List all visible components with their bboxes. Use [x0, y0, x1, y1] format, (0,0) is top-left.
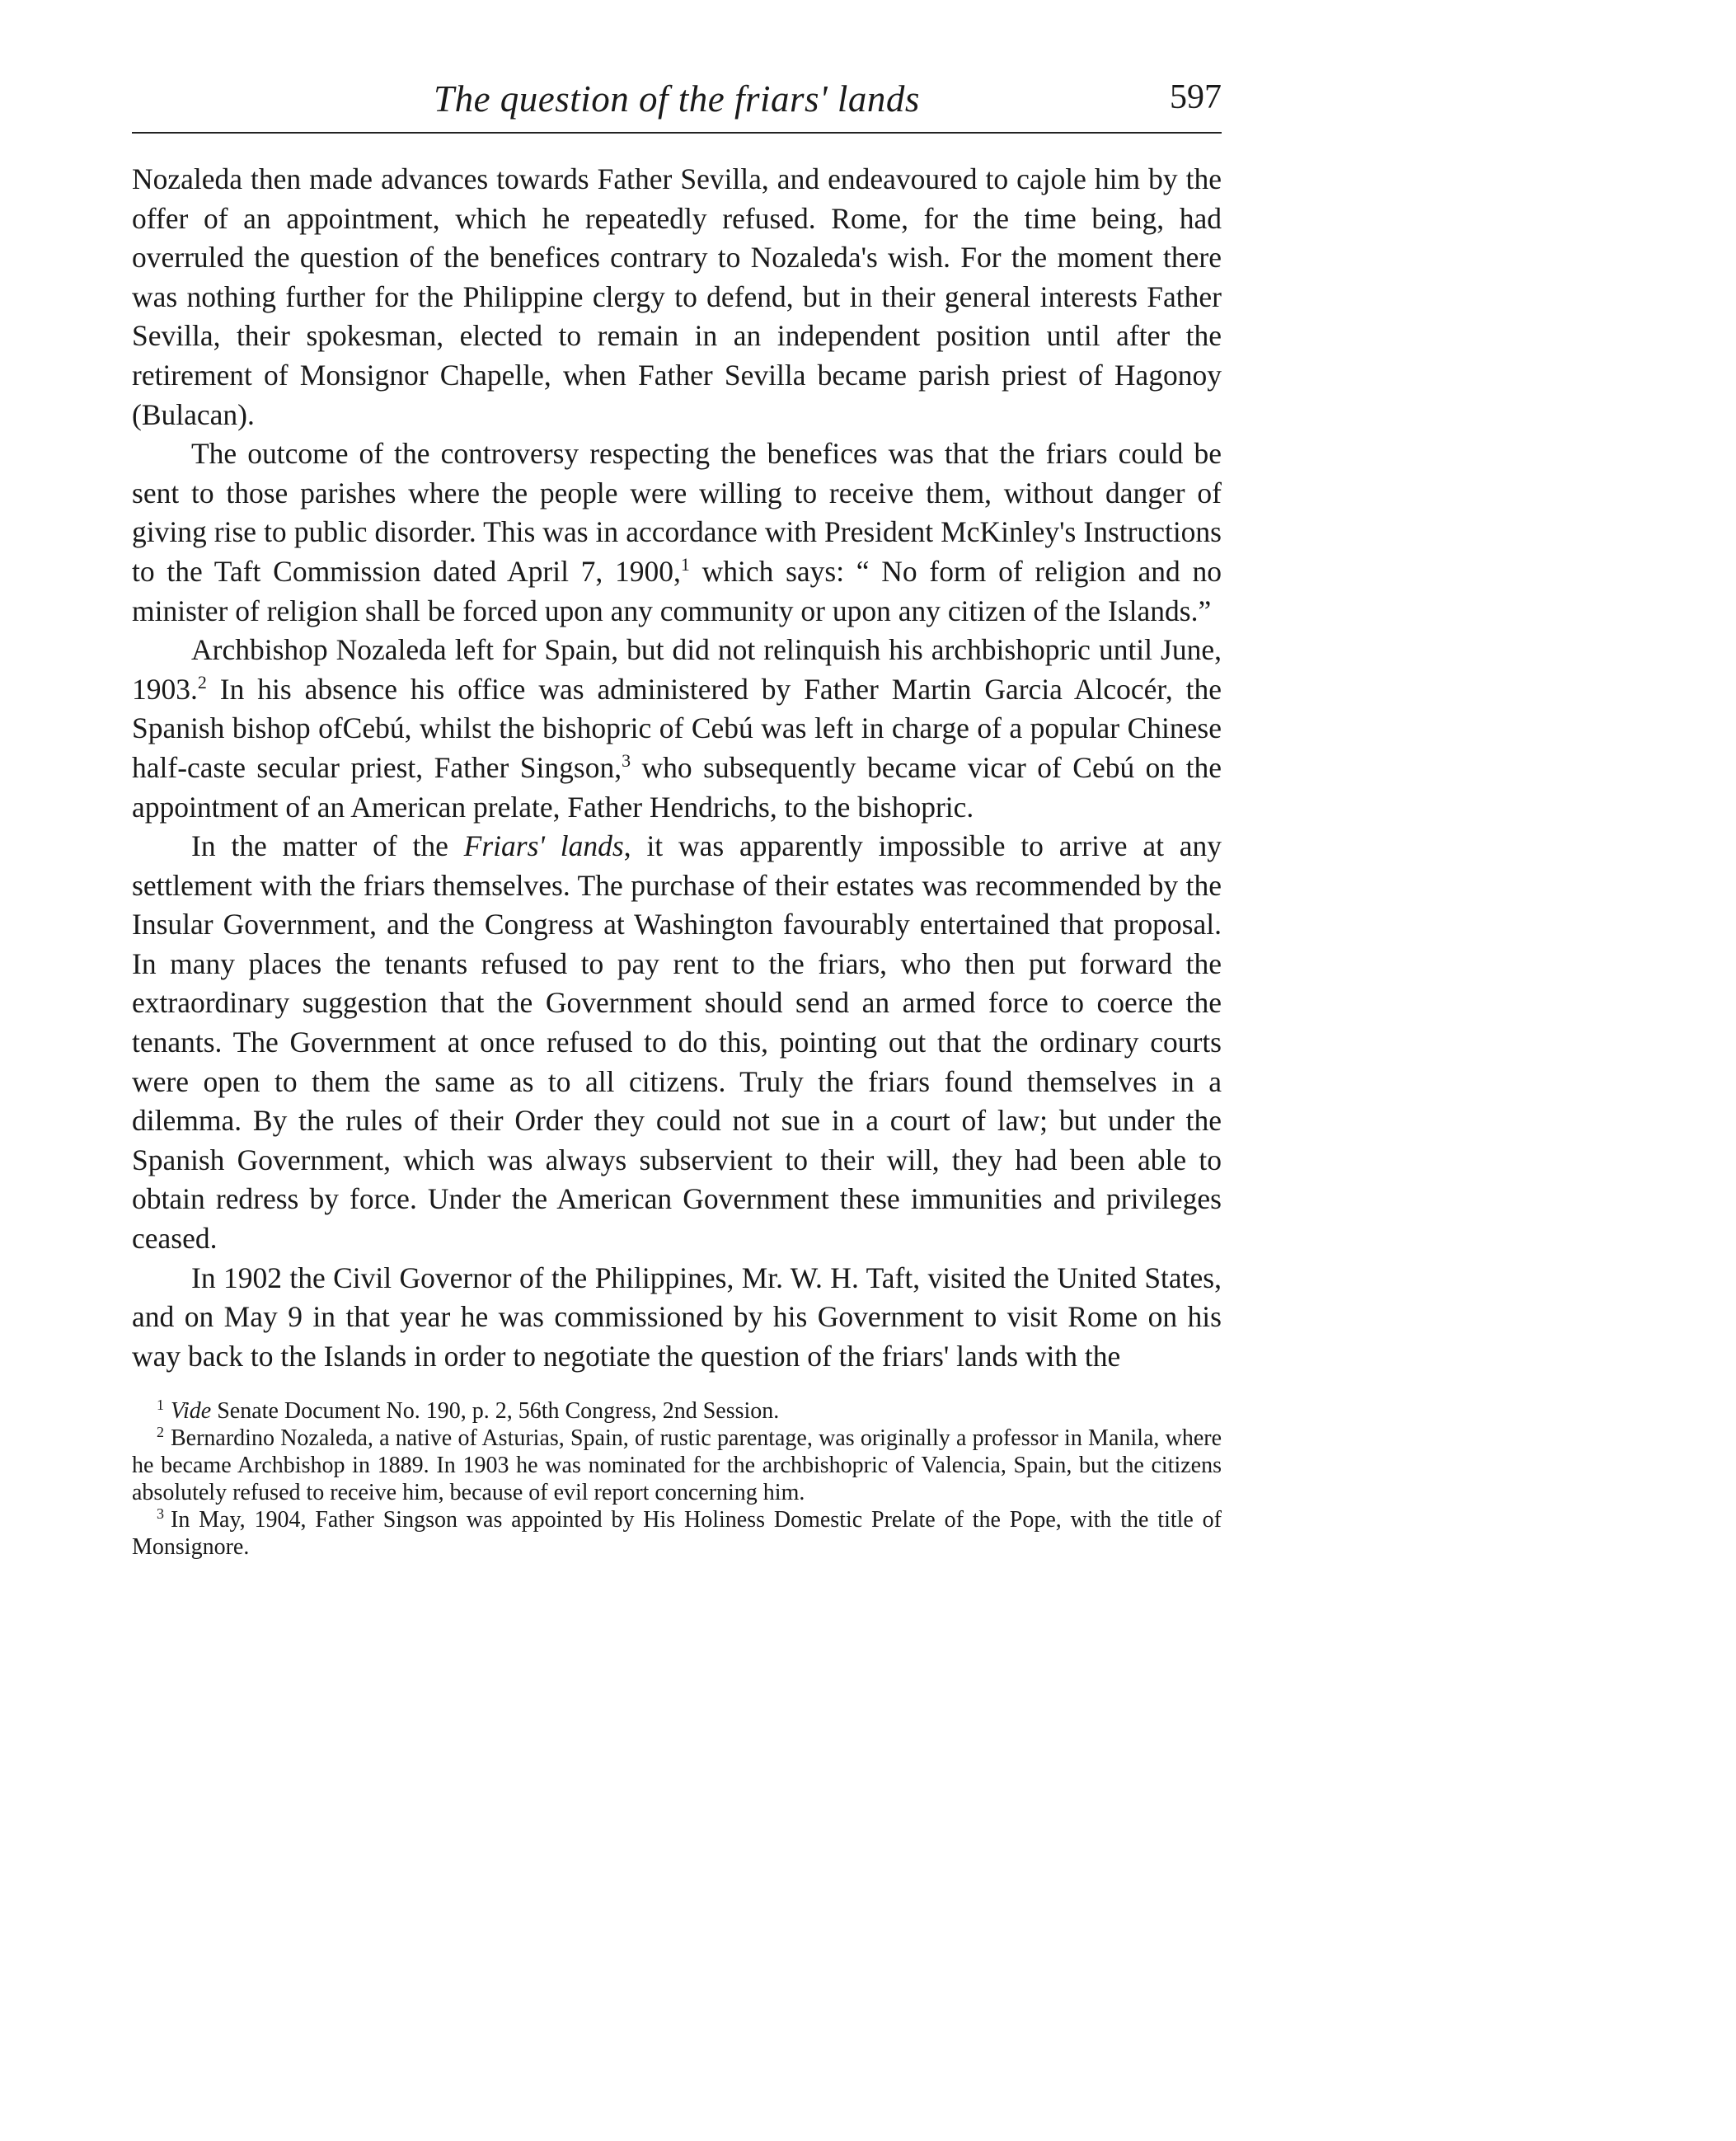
paragraph-text: In his absence his office was administered by Father Martin Garcia Alcocér, the Spanish bishop ofCebú, whilst the bishopric of Cebú was left in charge of a popular Chinese half-caste secular priest, Father Singson, — [132, 672, 1222, 784]
footnote-text: In May, 1904, Father Singson was appointed by His Holiness Domestic Prelate of the Pope, with the title of Monsignore. — [132, 1507, 1222, 1561]
footnote-number: 3 — [157, 1505, 164, 1523]
footnote-number: 2 — [157, 1424, 164, 1441]
running-title: The question of the friars' lands — [434, 78, 920, 120]
paragraph-text: The outcome of the controversy respecting the benefices was that the friars could be sent to those parishes where the people were willing to receive them, without danger of giving rise to public disorder. This was in accordance with President McKinley's Instructions to the Taft Commission dated April 7, 1900, — [132, 437, 1222, 588]
paragraph-text: who subsequently became vicar of Cebú on the appointment of an American prelate, Father Hendrichs, to the bishopric. — [132, 750, 1222, 824]
page-number: 597 — [1170, 78, 1222, 116]
book-page — [132, 66, 1222, 1561]
footnote-2 — [132, 1425, 1222, 1506]
paragraph-4 — [132, 827, 1222, 1259]
paragraph-text: In the matter of the — [191, 829, 464, 863]
footnotes — [132, 1397, 1222, 1561]
paragraph-1 — [132, 160, 1222, 434]
footnote-number: 1 — [157, 1397, 164, 1414]
paragraph-text: Archbishop Nozaleda left for Spain, but did not relinquish his archbishopric until June, 1903. — [132, 633, 1222, 706]
running-head — [132, 66, 1222, 134]
paragraph-text: In 1902 the Civil Governor of the Philippines, Mr. W. H. Taft, visited the United States, and on May 9 in that year he was commissioned by his Government to visit Rome on his way back to the Islands in order to negotiate the question of the friars' lands with the — [132, 1261, 1222, 1373]
body-text — [132, 160, 1222, 1376]
footnote-text: Bernardino Nozaleda, a native of Asturias, Spain, of rustic parentage, was originally a professor in Manila, where he became Archbishop in 1889. In 1903 he was nominated for the archbishopric of Valencia, Spain, but the citizens absolutely refused to receive him, because of evil report concerning him. — [132, 1425, 1222, 1506]
footnote-3 — [132, 1506, 1222, 1561]
paragraph-3 — [132, 631, 1222, 827]
footnote-text: Senate Document No. 190, p. 2, 56th Congress, 2nd Session. — [211, 1398, 780, 1425]
paragraph-2 — [132, 434, 1222, 631]
footnote-ref-1[interactable]: 1 — [680, 554, 690, 575]
paragraph-text: , it was apparently impossible to arrive at any settlement with the friars themselves. The purchase of their estates was recommended by the Insular Government, and the Congress at Washington favourably entertained that proposal. In many places the tenants refused to pay rent to the friars, who then put forward the extraordinary suggestion that the Government should send an armed force to coerce the tenants. The Government at once refused to do this, pointing out that the ordinary courts were open to them the same as to all citizens. Truly the friars found themselves in a dilemma. By the rules of their Order they could not sue in a court of law; but under the Spanish Government, which was always subservient to their will, they had been able to obtain redress by force. Under the American Government these immunities and privileges ceased. — [132, 829, 1222, 1256]
footnote-1 — [132, 1397, 1222, 1425]
italic-term: Friars' lands — [463, 829, 624, 863]
footnote-italic: Vide — [171, 1398, 212, 1425]
paragraph-text: which says: “ No form of religion and no minister of religion shall be forced upon any community or upon any citizen of the Islands.” — [132, 554, 1222, 627]
footnote-ref-2[interactable]: 2 — [197, 671, 207, 693]
paragraph-text: Nozaleda then made advances towards Father Sevilla, and endeavoured to cajole him by the offer of an appointment, which he repeatedly refused. Rome, for the time being, had overruled the question of the benefices contrary to Nozaleda's wish. For the moment there was nothing further for the Philippine clergy to defend, but in their general interests Father Sevilla, their spokesman, elected to remain in an independent position until after the retirement of Monsignor Chapelle, when Father Sevilla became parish priest of Hagonoy (Bulacan). — [132, 162, 1222, 431]
paragraph-5 — [132, 1259, 1222, 1377]
footnote-ref-3[interactable]: 3 — [622, 750, 631, 772]
